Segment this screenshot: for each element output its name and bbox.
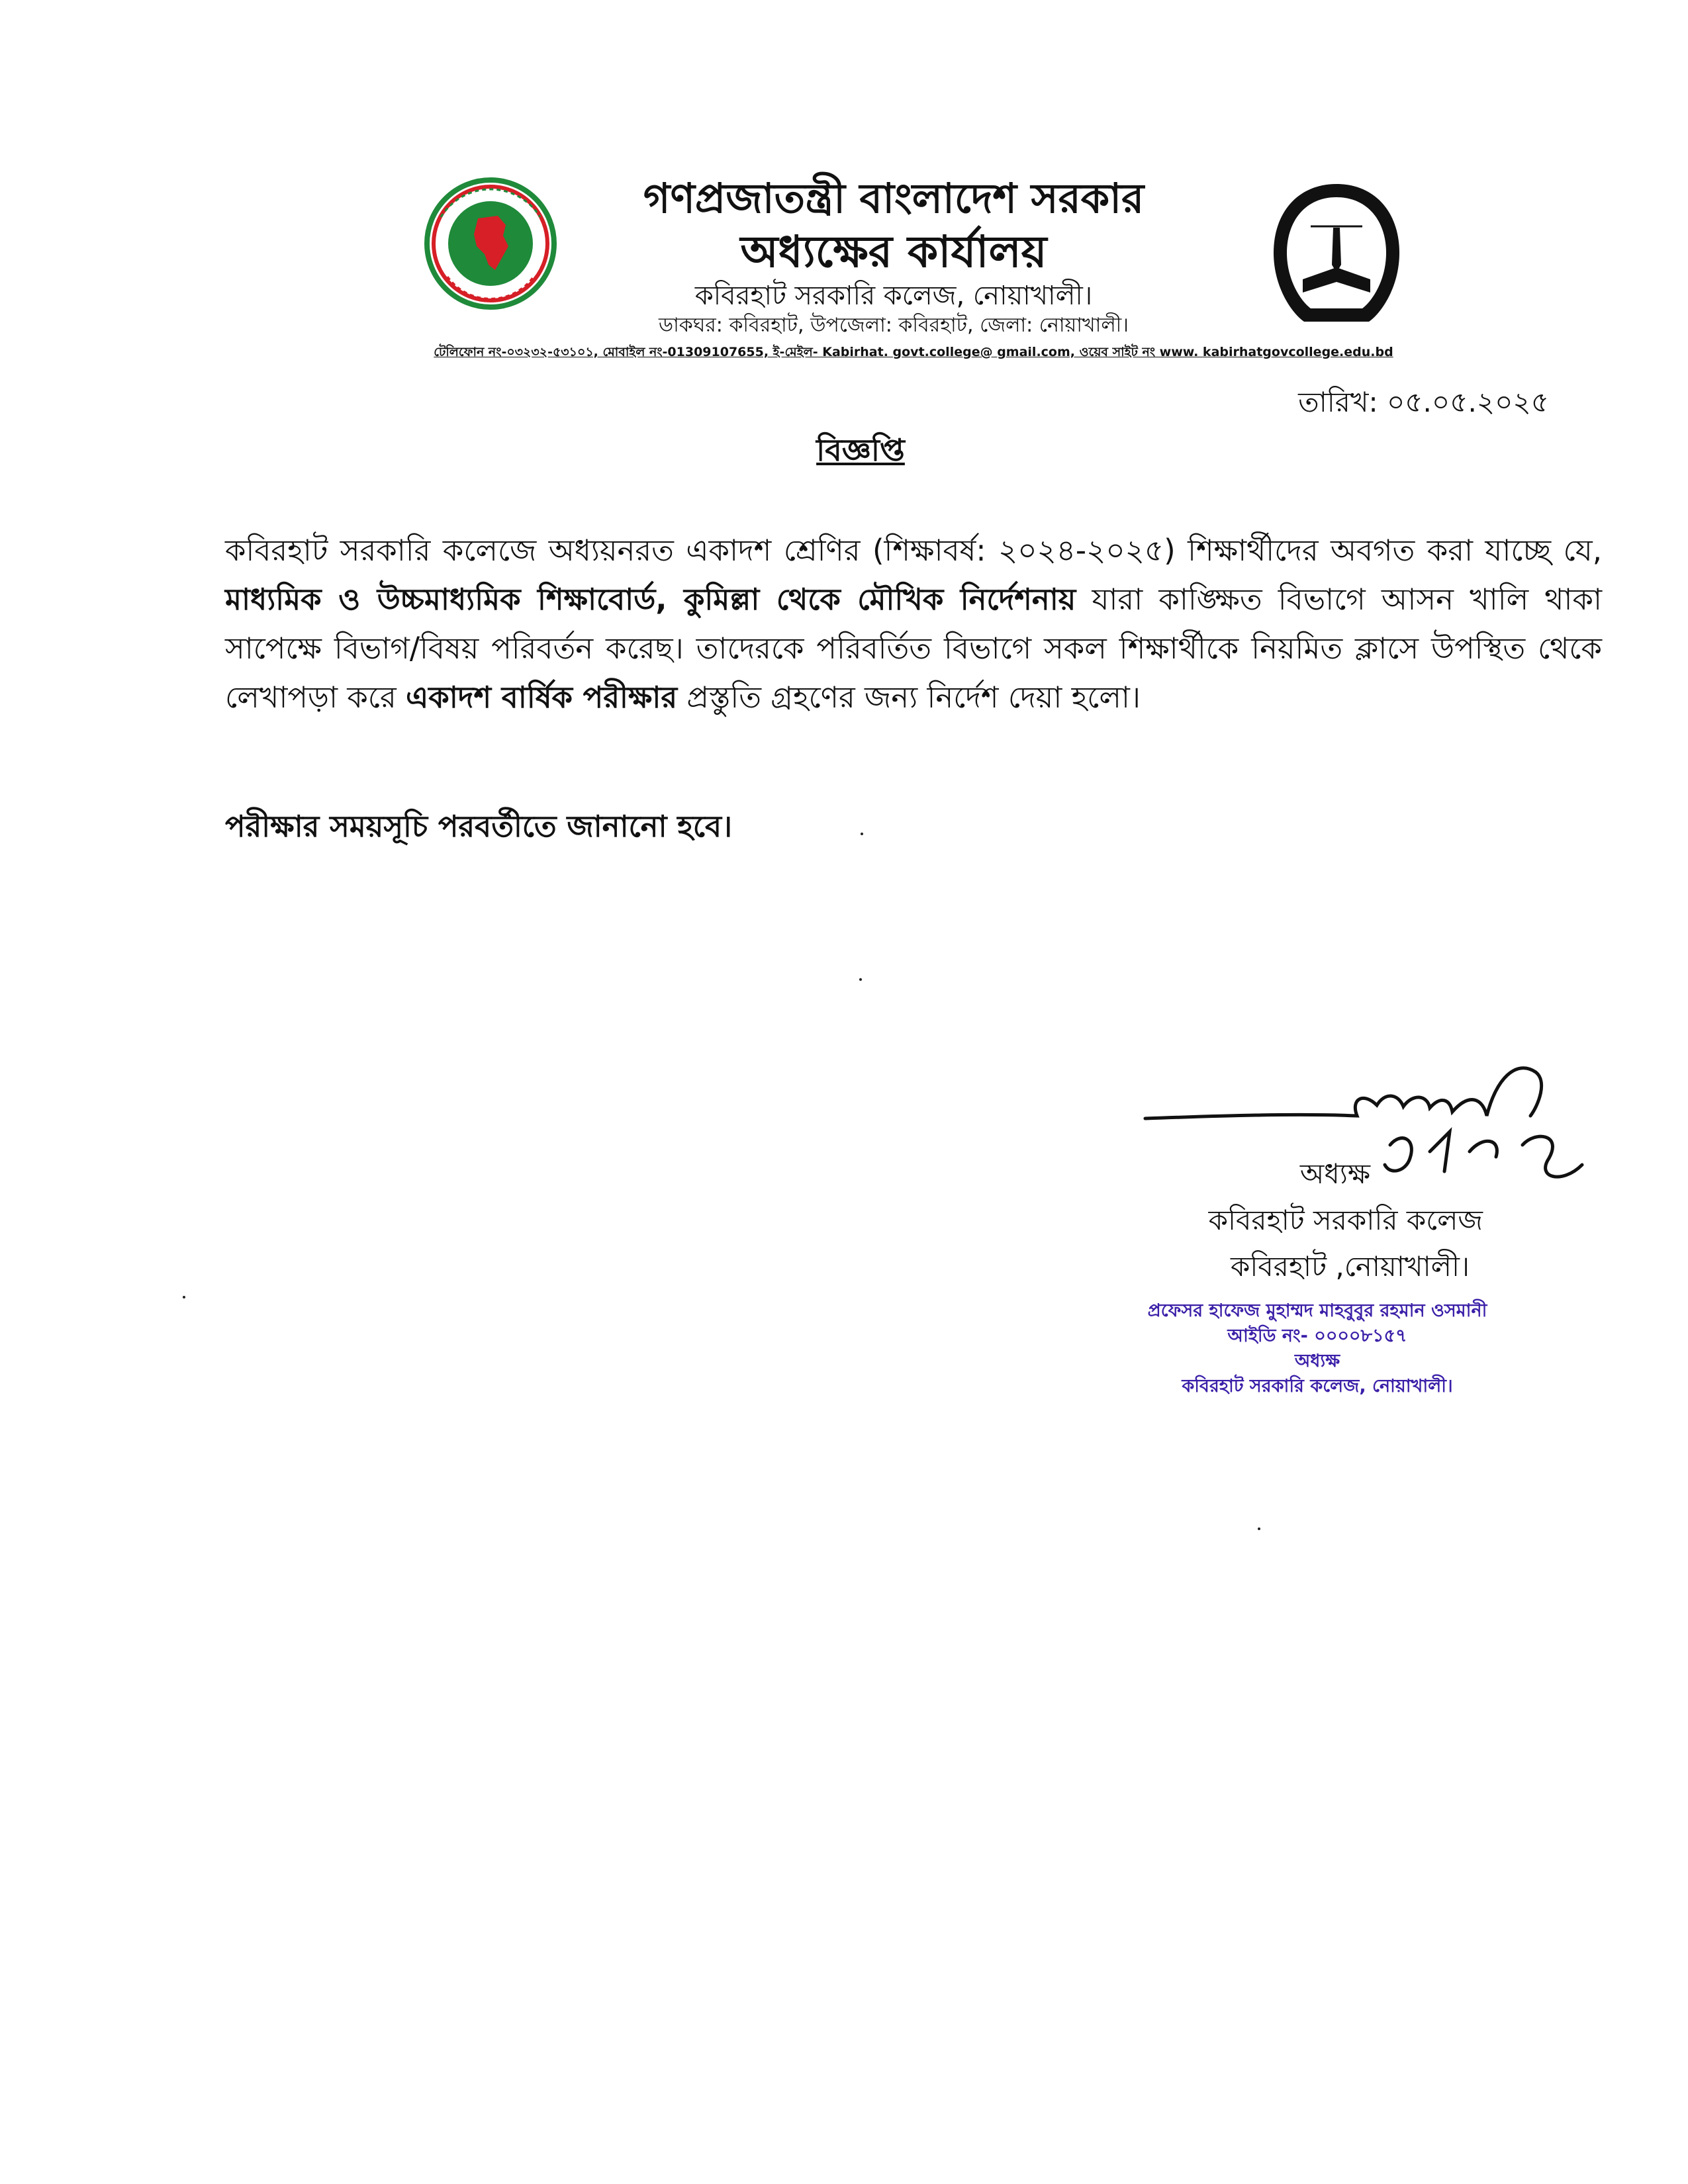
- signatory-college: কবিরহাট সরকারি কলেজ: [1208, 1204, 1483, 1236]
- scan-speck: [183, 1296, 185, 1298]
- scan-speck: [1258, 1527, 1260, 1530]
- stamp-id: আইডি নং- ০০০০৮১৫৭: [1227, 1326, 1407, 1346]
- body-bold-segment: মাধ্যমিক ও উচ্চমাধ্যমিক শিক্ষাবোর্ড, কুমিল্লা থেকে মৌখিক নির্দেশনায়: [225, 582, 1076, 617]
- notice-date: তারিখ: ০৫.০৫.২০২৫: [1298, 386, 1549, 418]
- signatory-role: অধ্যক্ষ: [1299, 1158, 1370, 1190]
- exam-schedule-note: পরীক্ষার সময়সূচি পরবর্তীতে জানানো হবে।: [225, 809, 733, 844]
- government-title: গণপ্রজাতন্ত্রী বাংলাদেশ সরকার: [643, 174, 1145, 222]
- body-segment: যারা কাঙ্ক্ষিত বিভাগে আসন খালি থাকা সাপেক্ষে বিভাগ/বিষয় পরিবর্তন করেছ। তাদেরকে পরিবর্তিত বিভাগে সকল শিক্ষার্থীকে নিয়মিত ক্লাসে উপস্থিত থেকে লেখাপড়া করে: [225, 582, 1602, 715]
- college-name: কবিরহাট সরকারি কলেজ, নোয়াখালী।: [694, 281, 1093, 311]
- stamp-role: অধ্যক্ষ: [1294, 1351, 1340, 1371]
- notice-title: বিজ্ঞপ্তি: [816, 432, 905, 468]
- stamp-college: কবিরহাট সরকারি কলেজ, নোয়াখালী।: [1182, 1376, 1453, 1396]
- office-title: অধ্যক্ষের কার্যালয়: [740, 226, 1047, 277]
- scan-speck: [861, 833, 863, 835]
- college-address: ডাকঘর: কবিরহাট, উপজেলা: কবিরহাট, জেলা: নোয়াখালী।: [659, 314, 1129, 337]
- stamp-name: প্রফেসর হাফেজ মুহাম্মদ মাহবুবুর রহমান ওসমানী: [1147, 1300, 1487, 1321]
- signatory-place: কবিরহাট ,নোয়াখালী।: [1230, 1250, 1470, 1283]
- contact-line: টেলিফোন নং-০৩২৩২-৫৩১০১, মোবাইল নং-01309107655, ই-মেইল- Kabirhat. govt.college@ gmail.com, ওয়েব সাইট নং www. kabirhatgovcollege.edu.bd: [434, 345, 1393, 359]
- notice-body: [225, 526, 1602, 722]
- body-segment: কবিরহাট সরকারি কলেজে অধ্যয়নরত একাদশ শ্রেণির (শিক্ষাবর্ষ: ২০২৪-২০২৫) শিক্ষার্থীদের অবগত করা যাচ্ছে যে,: [225, 533, 1602, 568]
- scan-speck: [859, 978, 862, 981]
- body-segment: প্রস্তুতি গ্রহণের জন্য নির্দেশ দেয়া হলো।: [677, 680, 1141, 715]
- body-bold-segment: একাদশ বার্ষিক পরীক্ষার: [406, 680, 678, 715]
